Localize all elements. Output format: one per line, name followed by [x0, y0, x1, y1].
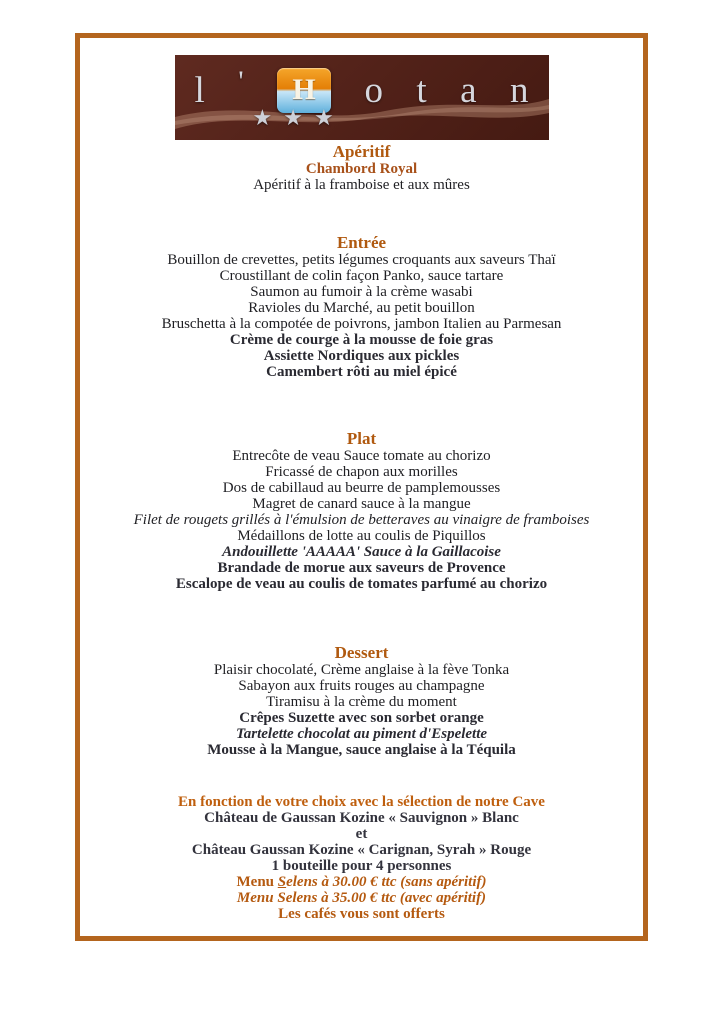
section-title-aperitif: Apéritif: [332, 142, 391, 161]
menu-item: Château de Gaussan Kozine « Sauvignon » Blanc: [204, 810, 519, 826]
menu-word: Menu: [236, 874, 278, 890]
menu-item: Château Gaussan Kozine « Carignan, Syrah » Rouge: [191, 842, 532, 858]
menu-item: Crème de courge à la mousse de foie gras: [229, 332, 494, 348]
menu-item: Bruschetta à la compotée de poivrons, jambon Italien au Parmesan: [161, 316, 562, 332]
three-stars-icon: ★★★: [252, 105, 345, 130]
menu-item: Tartelette chocolat au piment d'Espelette: [235, 726, 488, 742]
cave-lines: [80, 810, 643, 874]
menu-item: Filet de rougets grillés à l'émulsion de betteraves au vinaigre de framboises: [133, 512, 590, 528]
menu-item: Plaisir chocolaté, Crème anglaise à la fève Tonka: [213, 662, 510, 678]
menu-item: Tiramisu à la crème du moment: [266, 694, 457, 710]
section-pricing: [80, 874, 643, 922]
logo-letter: o: [364, 70, 383, 111]
menu-item: Apéritif à la framboise et aux mûres: [253, 177, 470, 193]
menu-item: Camembert rôti au miel épicé: [266, 364, 457, 380]
menu-item: Crêpes Suzette avec son sorbet orange: [239, 710, 484, 726]
logo-letter-h: H: [292, 72, 316, 106]
menu-item: Assiette Nordiques aux pickles: [263, 348, 460, 364]
entree-items: [80, 252, 643, 380]
hotel-logo: [175, 55, 549, 140]
cave-title: En fonction de votre choix avec la sélection de notre Cave: [178, 794, 545, 810]
section-title-plat: Plat: [346, 429, 377, 448]
menu-item: Brandade de morue aux saveurs de Provence: [217, 560, 506, 576]
section-title-entree: Entrée: [336, 233, 387, 252]
menu-item: Fricassé de chapon aux morilles: [265, 464, 458, 480]
page-border-frame: [75, 33, 648, 941]
logo-letter: a: [460, 70, 477, 111]
underlined-s: S: [277, 874, 287, 890]
menu-item: Bouillon de crevettes, petits légumes croquants aux saveurs Thaï: [167, 252, 556, 268]
menu-item: Andouillette 'AAAAA' Sauce à la Gaillacoise: [222, 544, 501, 560]
menu-price-line-35: Menu Selens à 35.00 € ttc (avec apéritif): [236, 890, 487, 906]
logo-apostrophe: ': [238, 65, 244, 98]
dessert-items: [80, 662, 643, 758]
menu-item: Mousse à la Mangue, sauce anglaise à la Téquila: [207, 742, 516, 758]
menu-price-line-30: [80, 874, 643, 890]
menu-item: Magret de canard sauce à la mangue: [252, 496, 471, 512]
menu-item: et: [355, 826, 368, 842]
section-aperitif: [80, 143, 643, 193]
logo-letter: l: [194, 70, 205, 111]
plat-items: [80, 448, 643, 592]
menu-item: Escalope de veau au coulis de tomates parfumé au chorizo: [175, 576, 548, 592]
menu-item: Saumon au fumoir à la crème wasabi: [250, 284, 473, 300]
menu-item: Médaillons de lotte au coulis de Piquillos: [237, 528, 486, 544]
section-entree: [80, 234, 643, 380]
menu-item: Ravioles du Marché, au petit bouillon: [248, 300, 475, 316]
logo-wordmark: [175, 57, 549, 109]
menu-item: Dos de cabillaud au beurre de pamplemousses: [222, 480, 501, 496]
section-title-dessert: Dessert: [334, 643, 389, 662]
section-cave: [80, 794, 643, 874]
menu-item: Sabayon aux fruits rouges au champagne: [238, 678, 485, 694]
section-plat: [80, 430, 643, 592]
menu-body: [80, 143, 643, 922]
coffee-offer-line: Les cafés vous sont offerts: [278, 906, 445, 922]
logo-letter: n: [509, 70, 529, 111]
price-line-rest: elens à 30.00 € ttc (sans apéritif): [286, 874, 487, 890]
menu-item: Croustillant de colin façon Panko, sauce tartare: [219, 268, 504, 284]
menu-item: 1 bouteille pour 4 personnes: [271, 858, 452, 874]
section-dessert: [80, 644, 643, 758]
menu-item: Entrecôte de veau Sauce tomate au chorizo: [232, 448, 491, 464]
logo-letter: t: [416, 70, 427, 111]
aperitif-items: [80, 177, 643, 193]
section-subtitle-chambord: Chambord Royal: [305, 161, 418, 177]
